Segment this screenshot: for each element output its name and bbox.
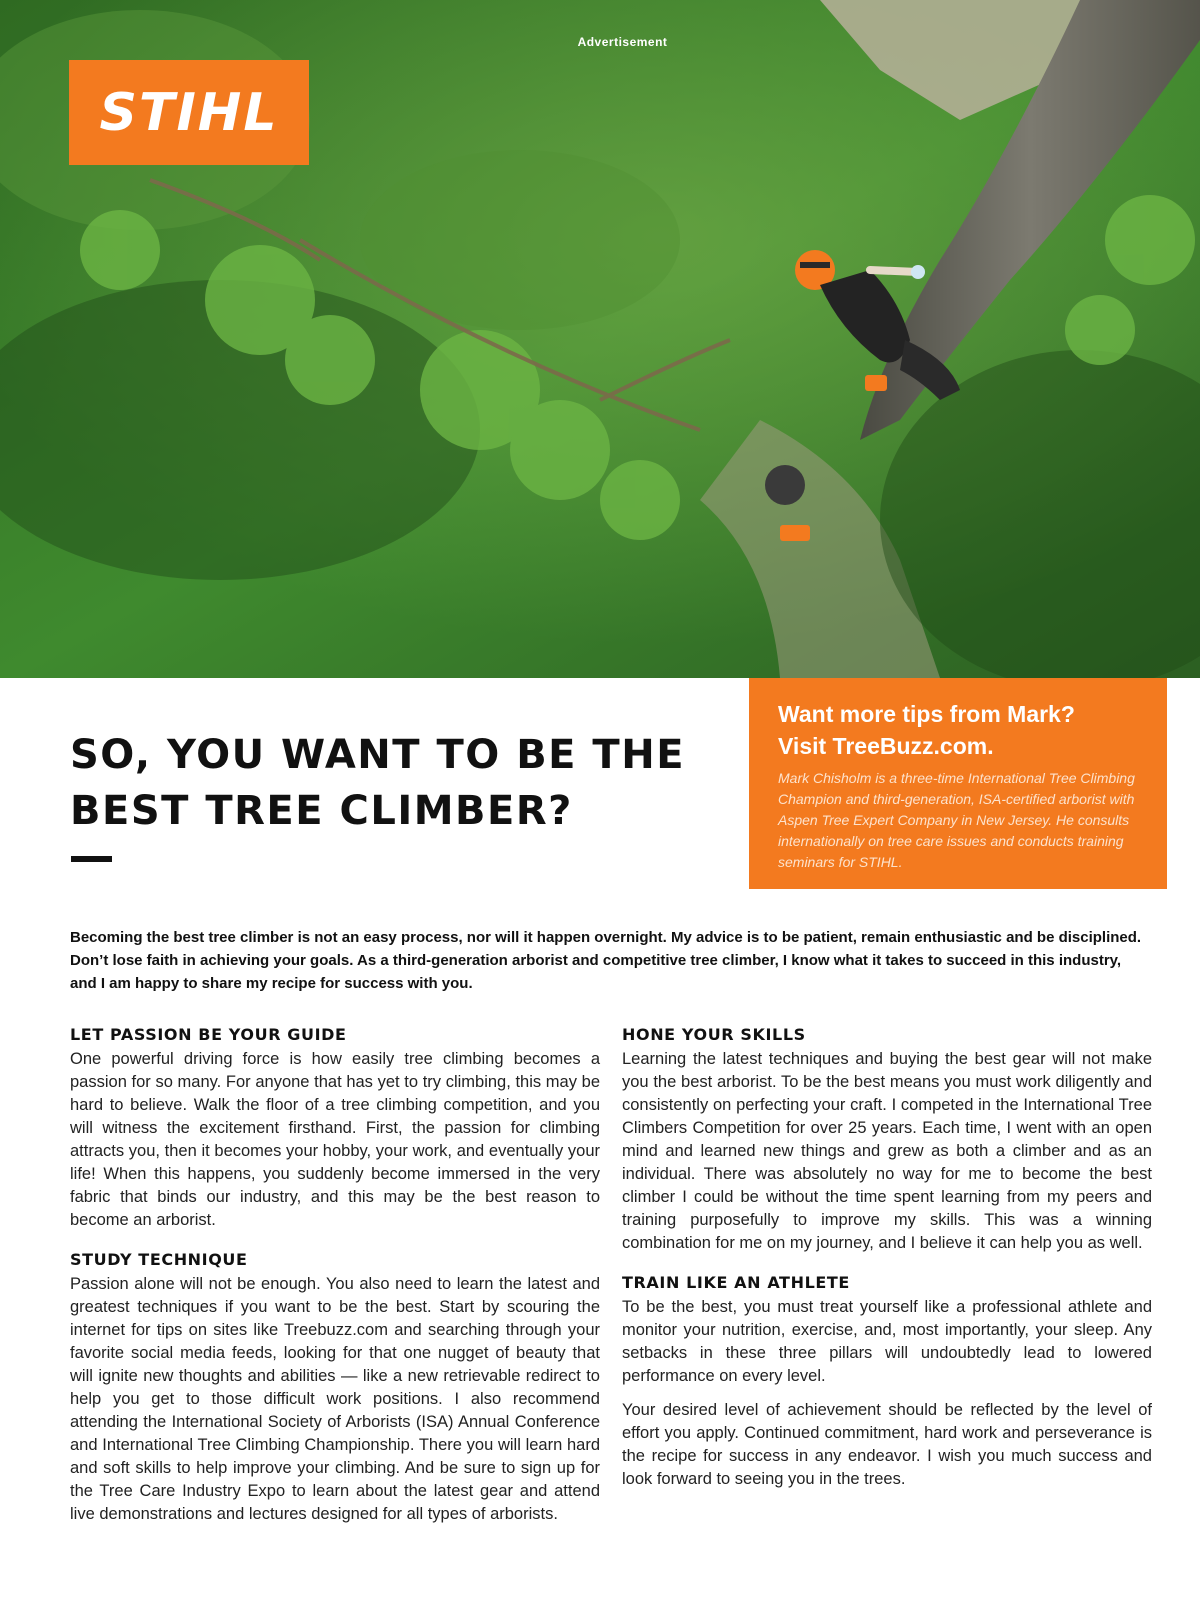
- article-headline: [70, 727, 730, 839]
- headline-line2: BEST TREE CLIMBER?: [70, 788, 573, 834]
- callout-heading-line1: Want more tips from Mark?: [778, 701, 1075, 727]
- section-body-athlete: To be the best, you must treat yourself like a professional athlete and monitor your nutrition, exercise, and, most importantly, your sleep. Any setbacks in these three pillars will undoubtedly lead to lowered performance on every level.: [622, 1298, 1152, 1385]
- callout-heading-line2: Visit TreeBuzz.com.: [778, 733, 994, 759]
- callout-author-bio: Mark Chisholm is a three-time International Tree Climbing Champion and third-generation, ISA-certified arborist with Aspen Tree Expert Company in New Jersey. He consults internationally on tree care issues and conducts training seminars for STIHL.: [778, 770, 1135, 870]
- headline-rule: [71, 856, 112, 862]
- section-body-passion: One powerful driving force is how easily tree climbing becomes a passion for so many. For anyone that has yet to try climbing, this may be hard to believe. Walk the floor of a tree climbing competition, and you will witness the excitement firsthand. First, the passion for climbing attracts you, then it becomes your hobby, your work, and eventually your life! When this happens, you suddenly become immersed in the very fabric that binds our industry, and this may be the best reason to become an arborist.: [70, 1050, 600, 1229]
- section-body-athlete-closing: Your desired level of achievement should be reflected by the level of effort you apply. Continued commitment, hard work and perseverance is the recipe for success in any endeavor. I wish you much success and look forward to seeing you in the trees.: [622, 1401, 1152, 1488]
- section-title-passion: LET PASSION BE YOUR GUIDE: [70, 1025, 347, 1044]
- right-column: [622, 1024, 1152, 1491]
- tips-callout-box: [749, 678, 1167, 889]
- left-column: [70, 1024, 600, 1526]
- advertisement-label: Advertisement: [577, 35, 668, 49]
- section-body-technique: Passion alone will not be enough. You also need to learn the latest and greatest techniques if you want to be the best. Start by scouring the internet for tips on sites like Treebuzz.com and searching through your favorite social media feeds, looking for that one nugget of beauty that will ignite new thoughts and abilities — like a new retrievable redirect to help you get to those difficult work positions. I also recommend attending the International Society of Arborists (ISA) Annual Conference and International Tree Climbing Championship. There you will learn hard and soft skills to help improve your climbing. And be sure to sign up for the Tree Care Industry Expo to learn about the latest gear and attend live demonstrations and lectures designed for all types of arborists.: [70, 1275, 600, 1523]
- section-title-athlete: TRAIN LIKE AN ATHLETE: [622, 1273, 850, 1292]
- stihl-logo: [69, 60, 309, 165]
- callout-heading: [778, 698, 1139, 762]
- article-intro: Becoming the best tree climber is not an easy process, nor will it happen overnight. My advice is to be patient, remain enthusiastic and be disciplined. Don’t lose faith in achieving your goals. As a third-generation arborist and competitive tree climber, I know what it takes to succeed in this industry, and I am happy to share my recipe for success with you.: [70, 929, 1142, 992]
- section-title-skills: HONE YOUR SKILLS: [622, 1025, 806, 1044]
- headline-line1: SO, YOU WANT TO BE THE: [70, 732, 686, 778]
- section-body-skills: Learning the latest techniques and buying the best gear will not make you the best arborist. To be the best means you must work diligently and consistently on perfecting your craft. I competed in the International Tree Climbers Competition for over 25 years. Each time, I went with an open mind and learned new things and grew as both a climber and as an individual. There was absolutely no way for me to become the best climber I could be without the time spent learning from my peers and training purposefully to improve my skills. This was a winning combination for me on my journey, and I believe it can help you as well.: [622, 1050, 1152, 1252]
- section-title-technique: STUDY TECHNIQUE: [70, 1250, 248, 1269]
- stihl-logo-text: STIHL: [99, 82, 279, 143]
